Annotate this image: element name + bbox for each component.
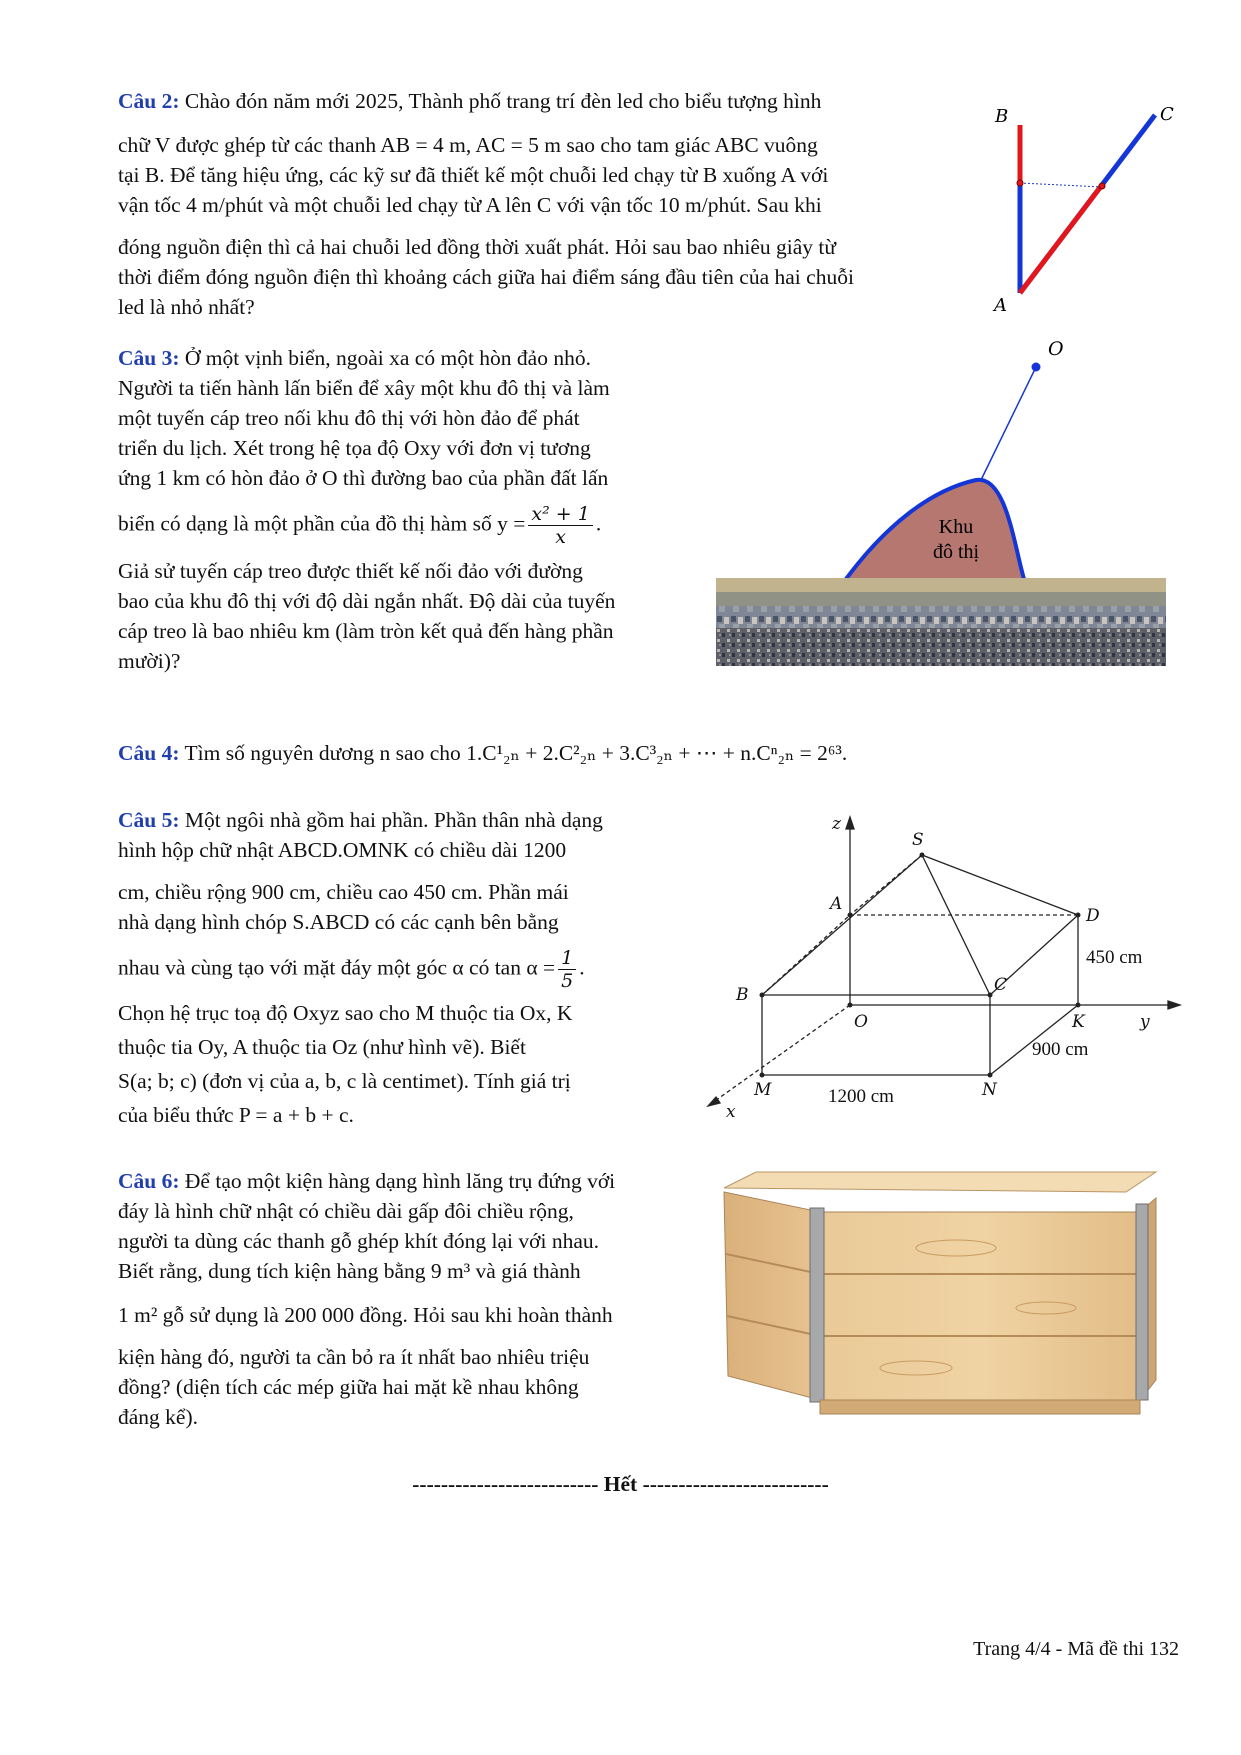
question-6 [118, 1166, 692, 1432]
q6-line: đáng kể). [118, 1405, 198, 1429]
point-d [1076, 913, 1081, 918]
v-shape-figure [990, 95, 1190, 320]
q3-line: mười)? [118, 649, 181, 673]
q2-line: vận tốc 4 m/phút và một chuỗi led chạy từ A lên C với vận tốc 10 m/phút. Sau khi [118, 193, 822, 217]
edge-sa [850, 855, 922, 915]
crate-front [820, 1212, 1140, 1400]
island-point [1032, 363, 1041, 372]
q6-line: 1 m² gỗ sử dụng là 200 000 đồng. Hỏi sau khi hoàn thành [118, 1303, 613, 1327]
width-label: 900 cm [1032, 1039, 1089, 1060]
label-s: S [912, 830, 924, 850]
q3-line: triển du lịch. Xét trong hệ tọa độ Oxy với đơn vị tương [118, 436, 591, 460]
q3-line: ứng 1 km có hòn đảo ở O thì đường bao của phần đất lấn [118, 466, 609, 490]
q2-line: Chào đón năm mới 2025, Thành phố trang trí đèn led cho biểu tượng hình [179, 89, 822, 113]
q3-line: bao của khu đô thị với độ dài ngắn nhất. Độ dài của tuyến [118, 589, 616, 613]
q6-line: người ta dùng các thanh gỗ ghép khít đóng lại với nhau. [118, 1229, 600, 1253]
q2-line: chữ V được ghép từ các thanh AB = 4 m, AC = 5 m sao cho tam giác ABC vuông [118, 133, 818, 157]
q3-line: Người ta tiến hành lấn biển để xây một khu đô thị và làm [118, 376, 610, 400]
label-a: A [830, 894, 843, 914]
q6-line: kiện hàng đó, người ta cần bỏ ra ít nhất bao nhiêu triệu [118, 1345, 590, 1369]
question-label: Câu 6: [118, 1169, 180, 1193]
island-figure [716, 335, 1166, 580]
q2-line: thời điểm đóng nguồn điện thì khoảng cách giữa hai điểm sáng đầu tiên của hai chuỗi [118, 265, 854, 289]
edge-sc [922, 855, 990, 995]
fraction: $\frac{\text{x² + 1}}{x}$ [528, 503, 592, 548]
q5-line: Chọn hệ trục toạ độ Oxyz sao cho M thuộc tia Ox, K [118, 1001, 573, 1025]
fraction: $\frac{1}{5}$ [558, 947, 576, 992]
label-o: O [854, 1012, 868, 1032]
label-k: K [1072, 1012, 1085, 1032]
label-c: C [994, 975, 1008, 995]
label-y: y [1140, 1012, 1150, 1032]
question-3 [118, 343, 686, 676]
q5-tan-line: nhau và cùng tạo với mặt đáy một góc α có tan α = $\frac{1}{5}$ . [118, 947, 585, 992]
point-a [848, 913, 853, 918]
label-m: M [754, 1080, 772, 1100]
label-b: B [995, 106, 1009, 127]
q3-line: Ở một vịnh biển, ngoài xa có một hòn đảo nhỏ. [179, 346, 591, 370]
point-b [760, 993, 765, 998]
q6-line: Biết rằng, dung tích kiện hàng bằng 9 m³ và giá thành [118, 1259, 581, 1283]
edge-sd [922, 855, 1078, 915]
point-o [848, 1003, 853, 1008]
q5-line: cm, chiều rộng 900 cm, chiều cao 450 cm. Phần mái [118, 880, 569, 904]
question-4 [118, 738, 1018, 768]
label-n: N [982, 1080, 997, 1100]
arrow [1168, 1001, 1180, 1009]
question-label: Câu 2: [118, 89, 180, 113]
crate-side [724, 1192, 820, 1400]
q5-line: nhà dạng hình chóp S.ABCD có các cạnh bên bằng [118, 910, 559, 934]
q6-line: đáy là hình chữ nhật có chiều dài gấp đôi chiều rộng, [118, 1199, 574, 1223]
point-s [920, 853, 925, 858]
q5-line: S(a; b; c) (đơn vị của a, b, c là centimet). Tính giá trị [118, 1069, 571, 1093]
q5-line: của biểu thức P = a + b + c. [118, 1103, 354, 1127]
q2-line: tại B. Để tăng hiệu ứng, các kỹ sư đã thiết kế một chuỗi led chạy từ B xuống A với [118, 163, 829, 187]
area-label: đô thị [932, 541, 980, 563]
q2-line: đóng nguồn điện thì cả hai chuỗi led đồng thời xuất phát. Hỏi sau bao nhiêu giây từ [118, 235, 837, 259]
point-n [988, 1073, 993, 1078]
point-k [1076, 1003, 1081, 1008]
distance-line [1020, 183, 1102, 187]
wooden-crate-image [716, 1168, 1168, 1418]
q6-line: đồng? (diện tích các mép giữa hai mặt kề nhau không [118, 1375, 579, 1399]
q5-line: Một ngôi nhà gồm hai phần. Phần thân nhà dạng [179, 808, 603, 832]
question-label: Câu 5: [118, 808, 180, 832]
q3-line: Giả sử tuyến cáp treo được thiết kế nối đảo với đường [118, 559, 583, 583]
q5-line: thuộc tia Oy, A thuộc tia Oz (như hình vẽ). Biết [118, 1035, 526, 1059]
city-photo [716, 578, 1166, 666]
label-x: x [726, 1102, 736, 1122]
q4-text: Tìm số nguyên dương n sao cho 1.C¹₂ₙ + 2.C²₂ₙ + 3.C³₂ₙ + ⋯ + n.Cⁿ₂ₙ = 2⁶³. [179, 741, 848, 765]
end-marker: -------------------------- Hết -------------------------- [412, 1472, 829, 1496]
question-label: Câu 4: [118, 741, 180, 765]
length-label: 1200 cm [828, 1086, 894, 1107]
q5-line: hình hộp chữ nhật ABCD.OMNK có chiều dài 1200 [118, 838, 567, 862]
page-footer: Trang 4/4 - Mã đề thi 132 [973, 1638, 1179, 1660]
q6-line: Để tạo một kiện hàng dạng hình lăng trụ đứng với [179, 1169, 616, 1193]
point-c [988, 993, 993, 998]
cable-line [981, 367, 1036, 480]
crate-lid [724, 1172, 1156, 1192]
edge-sb [762, 855, 922, 995]
label-z: z [832, 814, 841, 834]
q3-line: cáp treo là bao nhiêu km (làm tròn kết quả đến hàng phần [118, 619, 614, 643]
question-label: Câu 3: [118, 346, 180, 370]
metal-hinge [1136, 1204, 1148, 1400]
label-c: C [1160, 104, 1174, 125]
arrow [846, 817, 854, 829]
point-m [760, 1073, 765, 1078]
q3-formula-line: biển có dạng là một phần của đồ thị hàm số y = $\frac{\text{x² + 1}}{x}$ . [118, 503, 602, 548]
label-b: B [736, 985, 749, 1005]
q2-line: led là nhỏ nhất? [118, 295, 255, 319]
question-5 [118, 805, 684, 1130]
label-d: D [1086, 906, 1100, 926]
led-point [1099, 183, 1105, 189]
question-2 [118, 86, 966, 322]
metal-hinge [810, 1208, 824, 1402]
area-label: Khu [938, 516, 974, 538]
label-a: A [994, 295, 1007, 316]
led-point [1017, 180, 1023, 186]
label-o: O [1048, 338, 1064, 360]
house-figure [700, 805, 1190, 1125]
segment-ac-lit [1020, 185, 1102, 293]
q3-line: một tuyến cáp treo nối khu đô thị với hòn đảo để phát [118, 406, 580, 430]
pallet-base [820, 1400, 1140, 1414]
height-label: 450 cm [1086, 947, 1143, 968]
